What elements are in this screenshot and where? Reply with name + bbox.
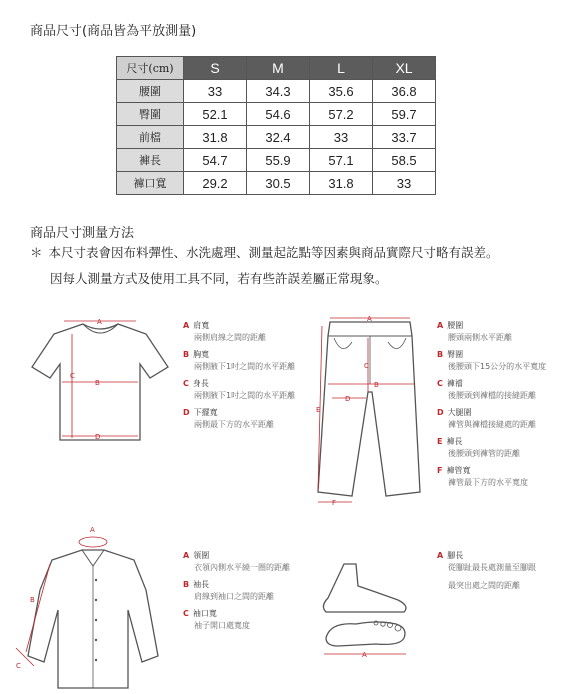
dim-a-label: A (97, 318, 102, 326)
legend-item (183, 579, 313, 603)
dim-c-label: C (16, 662, 21, 670)
table-cell: 58.5 (373, 149, 436, 172)
legend-title: 袖口寬 (192, 609, 217, 618)
table-cell: 34.3 (247, 80, 310, 103)
dim-d-label: D (95, 433, 101, 441)
dim-c-label: C (70, 372, 75, 380)
shirt-legend (183, 550, 313, 637)
table-row (117, 80, 436, 103)
table-cell: 33 (310, 126, 373, 149)
table-cell: 57.2 (310, 103, 373, 126)
size-header: L (310, 57, 373, 80)
legend-key: C (183, 609, 189, 618)
size-table-header (117, 57, 436, 80)
legend-key: F (437, 466, 443, 475)
dim-a-label: A (367, 315, 372, 323)
foot-top-outline (326, 622, 405, 646)
row-label: 腰圍 (117, 80, 184, 103)
legend-item (437, 550, 574, 592)
legend-key: D (183, 408, 190, 417)
legend-key: B (183, 350, 190, 359)
dim-f-label: F (332, 499, 337, 507)
dim-d-label: D (345, 395, 351, 403)
dim-e-label: E (316, 406, 321, 414)
row-label: 臀圍 (117, 103, 184, 126)
legend-item (437, 436, 574, 460)
legend-desc: 最突出處之間的距離 (448, 581, 520, 590)
legend-title: 褲襠 (446, 379, 463, 388)
size-header: S (184, 57, 247, 80)
legend-desc: 兩側腋下1吋之間的水平距離 (194, 391, 296, 400)
dim-a-label: A (362, 651, 367, 659)
shirt-diagram (8, 520, 178, 690)
legend-key: E (437, 437, 443, 446)
legend-title: 大腿圍 (447, 408, 472, 417)
legend-title: 臀圍 (447, 350, 464, 359)
legend-key: A (437, 551, 444, 560)
legend-title: 褲管寬 (446, 466, 471, 475)
legend-key: C (437, 379, 443, 388)
table-cell: 32.4 (247, 126, 310, 149)
legend-desc: 後腰頭到褲檔的接縫距離 (448, 391, 536, 400)
table-cell: 59.7 (373, 103, 436, 126)
legend-item (437, 465, 574, 489)
legend-key: C (183, 379, 189, 388)
legend-desc: 肩線到袖口之間的距離 (194, 592, 274, 601)
pants-diagram (312, 312, 427, 512)
note-text-1: 本尺寸表會因布料彈性、水洗處理、測量起訖點等因素與商品實際尺寸略有誤差。 (48, 245, 499, 260)
legend-title: 褲長 (446, 437, 463, 446)
table-cell: 30.5 (247, 172, 310, 195)
tshirt-diagram (28, 312, 173, 447)
legend-item (437, 349, 574, 373)
dim-b-label: B (30, 596, 35, 604)
note-text-2: 因每人測量方式及使用工具不同，若有些許誤差屬正常現象。 (50, 271, 388, 286)
table-cell: 35.6 (310, 80, 373, 103)
legend-item (183, 608, 313, 632)
pants-legend (437, 320, 574, 494)
table-row (117, 103, 436, 126)
legend-desc: 衣領內側水平繞一圈的距離 (194, 563, 290, 572)
table-cell: 52.1 (184, 103, 247, 126)
dim-a-label: A (90, 526, 95, 534)
legend-desc: 袖子開口處寬度 (194, 621, 250, 630)
size-section-title: 商品尺寸(商品皆為平放測量) (30, 24, 197, 39)
foot-legend (437, 550, 574, 597)
size-header: XL (373, 57, 436, 80)
legend-item (183, 550, 313, 574)
legend-desc: 從腳趾最長處測量至腳跟 (448, 563, 536, 572)
table-cell: 29.2 (184, 172, 247, 195)
table-cell: 36.8 (373, 80, 436, 103)
table-cell: 33.7 (373, 126, 436, 149)
legend-desc: 後腰頭到褲管的距離 (448, 449, 520, 458)
row-label: 前檔 (117, 126, 184, 149)
legend-key: B (183, 580, 190, 589)
legend-desc: 兩側最下方的水平距離 (194, 420, 274, 429)
legend-title: 胸寬 (193, 350, 210, 359)
dim-c-label: C (364, 362, 369, 370)
legend-key: B (437, 350, 444, 359)
table-row (117, 126, 436, 149)
size-table-corner: 尺寸(cm) (117, 57, 184, 80)
table-cell: 57.1 (310, 149, 373, 172)
legend-key: D (437, 408, 444, 417)
legend-desc: 腰頭兩側水平距離 (448, 333, 512, 342)
legend-title: 腳長 (447, 551, 464, 560)
table-cell: 54.7 (184, 149, 247, 172)
legend-title: 肩寬 (193, 321, 210, 330)
measure-section-title: 商品尺寸測量方法 (30, 226, 135, 241)
row-label: 褲口寬 (117, 172, 184, 195)
table-cell: 33 (373, 172, 436, 195)
size-header: M (247, 57, 310, 80)
legend-key: A (183, 551, 190, 560)
row-label: 褲長 (117, 149, 184, 172)
note-line-2 (30, 266, 570, 292)
measurement-notes (30, 240, 570, 292)
table-cell: 31.8 (184, 126, 247, 149)
legend-item (183, 320, 313, 344)
foot-side-outline (323, 564, 406, 612)
legend-key: A (183, 321, 190, 330)
legend-title: 領圍 (193, 551, 210, 560)
dim-b-label: B (95, 379, 100, 387)
note-bullet: ＊ (30, 245, 43, 260)
size-table (116, 56, 436, 195)
legend-item (437, 378, 574, 402)
pants-outline (318, 322, 420, 496)
legend-item (183, 349, 313, 373)
table-cell: 54.6 (247, 103, 310, 126)
table-cell: 31.8 (310, 172, 373, 195)
foot-diagram (316, 560, 416, 670)
legend-desc: 褲管與褲檔接縫處的距離 (448, 420, 536, 429)
note-line-1 (30, 240, 570, 266)
legend-key: A (437, 321, 444, 330)
legend-desc: 兩側肩線之間的距離 (194, 333, 266, 342)
table-row (117, 172, 436, 195)
legend-title: 腰圍 (447, 321, 464, 330)
tshirt-legend (183, 320, 313, 436)
legend-desc: 後腰頭下15公分的水平寬度 (448, 362, 547, 371)
legend-item (183, 407, 313, 431)
table-cell: 55.9 (247, 149, 310, 172)
legend-item (437, 320, 574, 344)
table-row (117, 149, 436, 172)
legend-title: 袖長 (193, 580, 210, 589)
legend-desc: 兩側腋下1吋之間的水平距離 (194, 362, 296, 371)
legend-item (183, 378, 313, 402)
dim-a-line (79, 537, 107, 547)
dim-b-label: B (374, 381, 379, 389)
legend-item (437, 407, 574, 431)
legend-title: 下擺寬 (193, 408, 218, 417)
legend-desc: 褲管最下方的水平寬度 (448, 478, 528, 487)
table-cell: 33 (184, 80, 247, 103)
legend-title: 身長 (192, 379, 209, 388)
